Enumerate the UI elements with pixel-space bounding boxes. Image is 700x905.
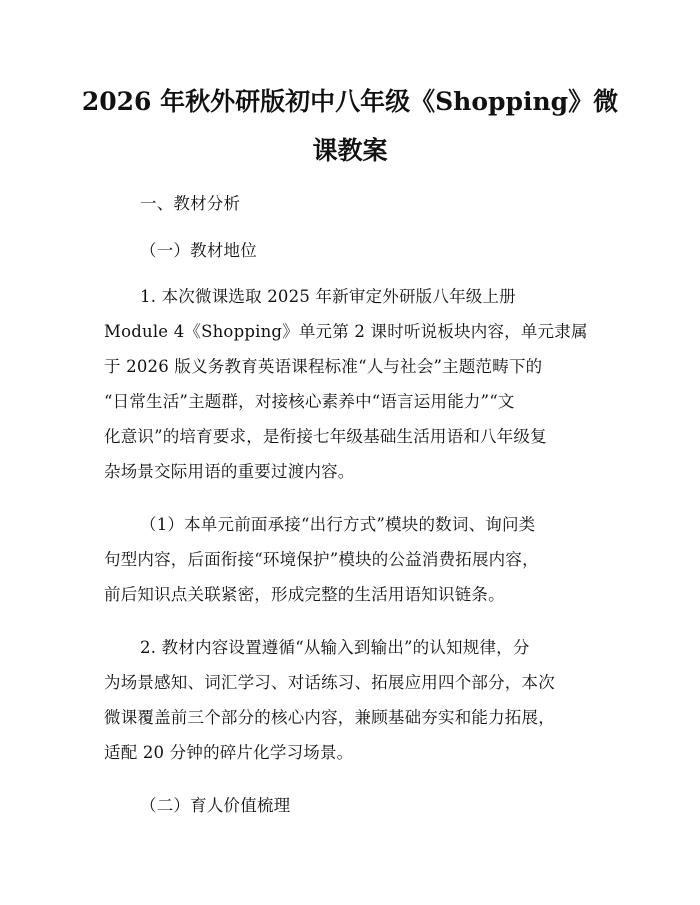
document-title-line-1: 2026 年秋外研版初中八年级《Shopping》微 [81, 87, 619, 116]
paragraph-1-line: 杂场景交际用语的重要过渡内容。 [104, 462, 355, 481]
section-heading-textbook-analysis: 一、教材分析 [140, 194, 241, 213]
paragraph-3-line: 2. 教材内容设置遵循“从输入到输出”的认知规律，分 [140, 638, 530, 657]
subsection-heading-textbook-status: （一）教材地位 [140, 241, 257, 260]
paragraph-3-line: 微课覆盖前三个部分的核心内容，兼顾基础夯实和能力拓展， [104, 708, 555, 727]
paragraph-2-line: （1）本单元前面承接“出行方式”模块的数词、询问类 [140, 515, 536, 534]
paragraph-3-line: 为场景感知、词汇学习、对话练习、拓展应用四个部分，本次 [104, 673, 555, 692]
paragraph-1-line: 化意识”的培育要求，是衔接七年级基础生活用语和八年级复 [104, 427, 547, 446]
paragraph-2-line: 前后知识点关联紧密，形成完整的生活用语知识链条。 [104, 585, 505, 604]
paragraph-1-line: Module 4《Shopping》单元第 2 课时听说板块内容，单元隶属 [104, 322, 588, 341]
paragraph-2-line: 句型内容，后面衔接“环境保护”模块的公益消费拓展内容， [104, 550, 539, 569]
paragraph-1-line: 于 2026 版义务教育英语课程标准“人与社会”主题范畴下的 [104, 357, 543, 376]
paragraph-1-line: “日常生活”主题群，对接核心素养中“语言运用能力”“文 [104, 392, 515, 411]
document-title-line-2: 课教案 [312, 136, 388, 165]
paragraph-3-line: 适配 20 分钟的碎片化学习场景。 [104, 743, 354, 762]
paragraph-1-line: 1. 本次微课选取 2025 年新审定外研版八年级上册 [140, 287, 516, 306]
subsection-heading-educational-value: （二）育人价值梳理 [140, 796, 291, 815]
